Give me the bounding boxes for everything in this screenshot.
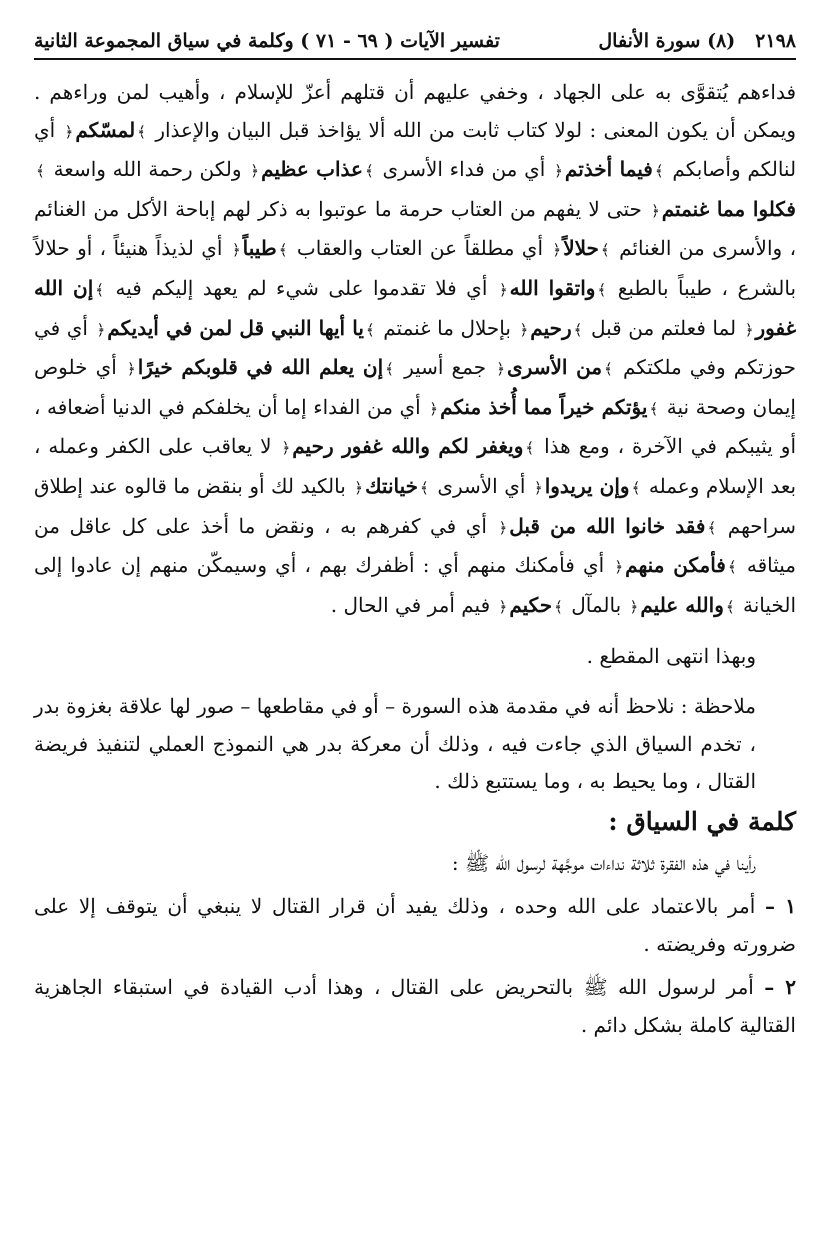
quran-phrase: حلالاً <box>563 236 599 261</box>
header-title: تفسير الآيات ( ٦٩ - ٧١ ) وكلمة في سياق المجموعة الثانية <box>34 30 500 52</box>
quran-phrase: فقد خانوا الله من قبل <box>509 513 706 538</box>
quran-phrase: طيباً <box>242 236 277 261</box>
section-end-note: وبهذا انتهى المقطع . <box>586 644 756 669</box>
quran-phrase: من الأسرى <box>507 355 603 380</box>
list-item-number: ١ – <box>765 894 797 919</box>
running-header <box>34 30 796 60</box>
quran-phrase: واتقوا الله <box>509 275 596 300</box>
quran-phrase: يؤتكم خيراً مما أُخذ منكم <box>440 394 648 419</box>
remark-paragraph: ملاحظة : نلاحظ أنه في مقدمة هذه السورة – أو في مقاطعها – صور لها علاقة بغزوة بدر ، تخدم السياق الذي جاءت فيه ، وذلك أن معركة بدر هي النموذج العملي لتنفيذ فريضة القتال ، وما يحيط به ، وما يستتبع ذلك . <box>33 693 756 794</box>
quran-phrase: فأمكن منهم <box>625 553 726 578</box>
book-page <box>34 30 796 1220</box>
quran-phrase: فكلوا مما غنمتم <box>661 196 796 221</box>
list-item-number: ٢ – <box>764 975 797 1000</box>
surah-reference: (٨) سورة الأنفال <box>598 30 736 52</box>
quran-phrase: حكيم <box>509 592 553 617</box>
quran-phrase: ويغفر لكم والله غفور رحيم <box>292 434 524 459</box>
quran-phrase: إن الله غفور <box>34 275 797 340</box>
page-body <box>34 74 796 1045</box>
page-number: ٢١٩٨ <box>755 30 796 52</box>
quran-phrase: عذاب عظيم <box>261 157 363 182</box>
list-item-text: أمر لرسول الله ﷺ بالتحريض على القتال ، وهذا أدب القيادة في استبقاء الجاهزية القتالية كاملة بشكل دائم . <box>34 975 796 1038</box>
quran-phrase: وإن يريدوا <box>544 473 630 498</box>
list-item-text: أمر بالاعتماد على الله وحده ، وذلك يفيد أن قرار القتال لا ينبغي أن يتوقف إلا على ضرورته وفريضته . <box>34 894 796 956</box>
quran-phrase: رحيم <box>530 315 572 340</box>
quran-phrase: خيانتك <box>365 473 419 498</box>
section-heading: كلمة في السياق : <box>608 806 796 836</box>
section-intro: رأينا في هذه الفقرة ثلاثة نداءات موجَّهة لرسول الله ﷺ : <box>451 850 756 875</box>
quran-phrase: فيما أخذتم <box>564 157 653 182</box>
list-item <box>34 969 796 1044</box>
quran-phrase: لمسّكم <box>75 117 136 142</box>
list-item <box>34 888 796 963</box>
header-right <box>598 30 796 52</box>
quran-phrase: إن يعلم الله في قلوبكم خيرًا <box>137 355 384 380</box>
quran-phrase: يا أيها النبي قل لمن في أيديكم <box>107 315 364 340</box>
tafsir-paragraph: فداءهم يُتقوَّى به على الجهاد ، وخفي عليهم أن قتلهم أعزّ للإسلام ، وأهيب لمن وراءهم . ويمكن أن يكون المعنى : لولا كتاب ثابت من الله ألا يؤاخذ قبل البيان والإعذار ﴾لمسّكم﴿ أي لنالكم وأصابكم ﴾فيما أخذتم﴿ أي من فداء الأسرى ﴾عذاب عظيم﴿ ولكن رحمة الله واسعة ﴾فكلوا مما غنمتم﴿ حتى لا يفهم من العتاب حرمة ما عوتبوا به ذكر لهم إباحة الأكل من الغنائم ، والأسرى من الغنائم ﴾حلالاً﴿ أي مطلقاً عن العتاب والعقاب ﴾طيباً﴿ أي لذيذاً هنيئاً ، أو حلالاً بالشرع ، طيباً بالطبع ﴾واتقوا الله﴿ أي فلا تقدموا على شيء لم يعهد إليكم فيه ﴾إن الله غفور﴿ لما فعلتم من قبل ﴾رحيم﴿ بإحلال ما غنمتم ﴾يا أيها النبي قل لمن في أيديكم﴿ أي في حوزتكم وفي ملكتكم ﴾من الأسرى﴿ جمع أسير ﴾إن يعلم الله في قلوبكم خيرًا﴿ أي خلوص إيمان وصحة نية ﴾يؤتكم خيراً مما أُخذ منكم﴿ أي من الفداء إما أن يخلفكم في الدنيا أضعافه ، أو يثيبكم في الآخرة ، ومع هذا ﴾ويغفر لكم والله غفور رحيم﴿ لا يعاقب على الكفر وعمله ، بعد الإسلام وعمله ﴾وإن يريدوا﴿ أي الأسرى ﴾خيانتك﴿ بالكيد لك أو بنقض ما قالوه عند إطلاق سراحهم ﴾فقد خانوا الله من قبل﴿ أي في كفرهم به ، ونقض ما أخذ على كل عاقل من ميثاقه ﴾فأمكن منهم﴿ أي فأمكنك منهم أي : أظفرك بهم ، أي وسيمكّن منهم إن عادوا إلى الخيانة ﴾والله عليم﴿ بالمآل ﴾حكيم﴿ فيم أمر في الحال . <box>34 80 797 617</box>
quran-phrase: والله عليم <box>640 592 724 617</box>
